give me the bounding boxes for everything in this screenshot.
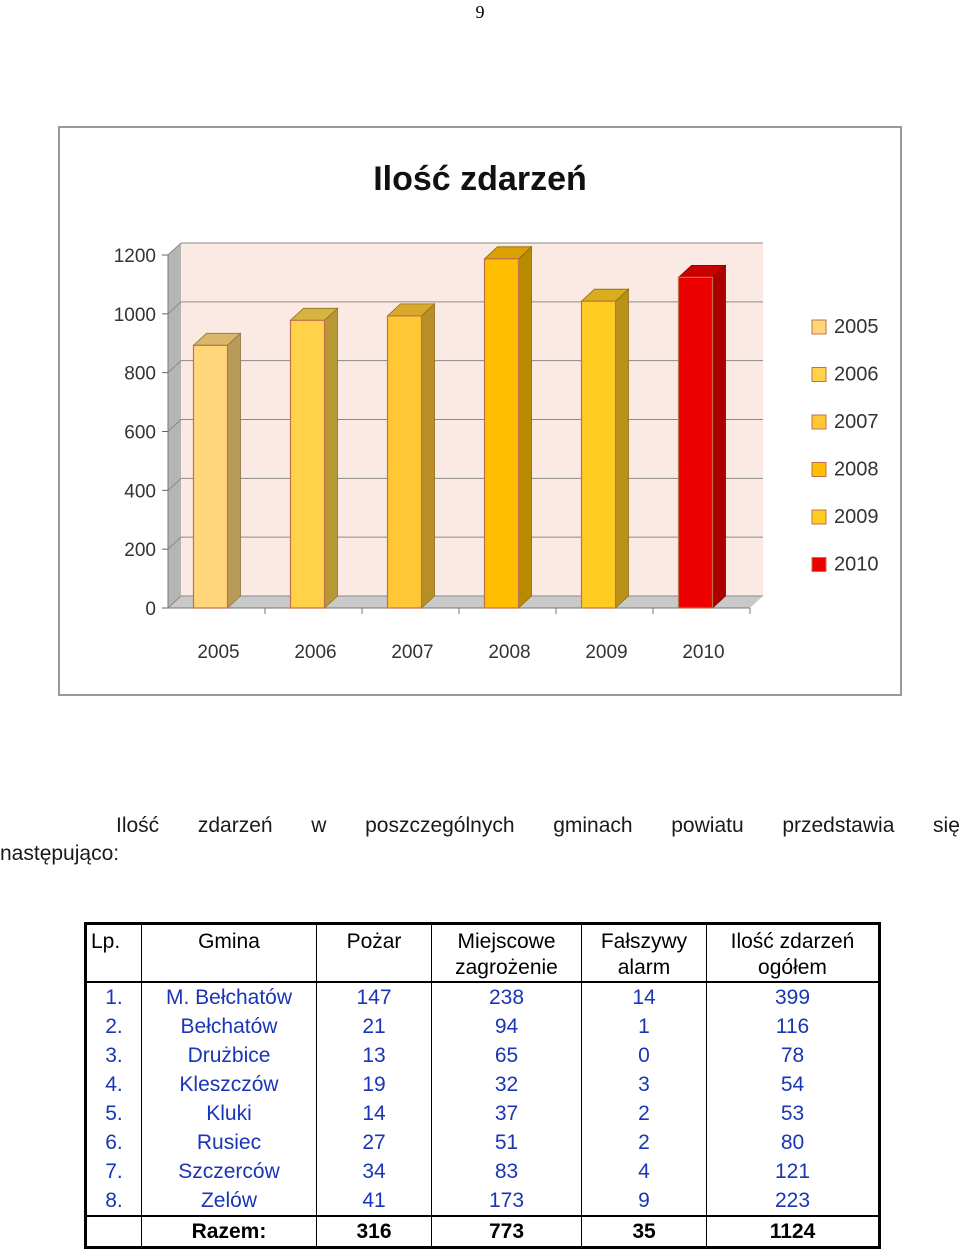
legend-swatch <box>812 320 826 334</box>
table-cell: 14 <box>582 982 707 1012</box>
table-cell: 32 <box>432 1070 582 1099</box>
table-cell: 27 <box>317 1128 432 1157</box>
intro-word: poszczególnych <box>365 814 515 837</box>
table-row <box>86 1128 880 1157</box>
total-cell <box>86 1216 142 1248</box>
intro-word: gminach <box>553 814 633 837</box>
bar-2005-side <box>228 333 241 608</box>
table-cell: 21 <box>317 1012 432 1041</box>
bar-2007 <box>388 316 422 608</box>
y-tick-label: 400 <box>124 481 156 503</box>
table-body <box>86 982 880 1216</box>
chart-title: Ilość zdarzeń <box>373 160 587 198</box>
bar-2007-side <box>422 304 435 608</box>
table-cell: 2 <box>582 1099 707 1128</box>
y-tick-label: 600 <box>124 422 156 444</box>
table-cell: Kleszczów <box>142 1070 317 1099</box>
bar-2010 <box>679 277 713 608</box>
table-cell: 4. <box>105 1073 123 1096</box>
table-cell: M. Bełchatów <box>142 982 317 1012</box>
table-cell: 83 <box>432 1157 582 1186</box>
y-tick-label: 200 <box>124 540 156 562</box>
table-cell: 3. <box>105 1044 123 1067</box>
legend-label: 2009 <box>834 506 879 528</box>
table-cell: 7. <box>105 1160 123 1183</box>
column-header: Gmina <box>142 924 317 983</box>
table-row <box>86 1041 880 1070</box>
intro-word: Ilość <box>116 814 160 837</box>
column-header: Pożar <box>317 924 432 983</box>
legend-swatch <box>812 463 826 477</box>
intro-word: zdarzeń <box>197 814 273 837</box>
intro-line-2: następująco: <box>0 842 120 865</box>
table-row <box>86 1012 880 1041</box>
bar-2009-side <box>616 289 629 608</box>
table-cell: 3 <box>582 1070 707 1099</box>
legend-swatch <box>812 510 826 524</box>
column-header: Ilość zdarzeń ogółem <box>707 924 880 983</box>
bar-2005 <box>194 345 228 608</box>
intro-word: w <box>311 814 327 837</box>
legend-label: 2007 <box>834 411 879 433</box>
total-cell: Razem: <box>142 1216 317 1248</box>
bar-2010-side <box>713 265 726 608</box>
table-row <box>86 1186 880 1216</box>
table-cell: 37 <box>432 1099 582 1128</box>
table-cell: 78 <box>707 1041 880 1070</box>
y-tick-label: 1000 <box>113 304 156 326</box>
intro-word: przedstawia <box>782 814 895 837</box>
table-cell: 223 <box>707 1186 880 1216</box>
table-cell: 41 <box>317 1186 432 1216</box>
table-cell: Drużbice <box>142 1041 317 1070</box>
table-cell: 9 <box>582 1186 707 1216</box>
bar-2009 <box>582 301 616 608</box>
table-header-row <box>86 924 880 983</box>
table-cell: 19 <box>317 1070 432 1099</box>
table-cell: Zelów <box>142 1186 317 1216</box>
table-cell: Bełchatów <box>142 1012 317 1041</box>
table-cell: 2 <box>582 1128 707 1157</box>
intro-paragraph <box>0 812 960 868</box>
legend-label: 2006 <box>834 363 879 386</box>
legend-label: 2008 <box>834 458 879 481</box>
table-row <box>86 1157 880 1186</box>
intro-line-1 <box>0 812 960 840</box>
table-cell: 0 <box>582 1041 707 1070</box>
table-cell: 53 <box>707 1099 880 1128</box>
table-cell: 147 <box>317 982 432 1012</box>
bar-2006-side <box>325 308 338 608</box>
table-row <box>86 1070 880 1099</box>
column-header: Fałszywy alarm <box>582 924 707 983</box>
table-cell: Rusiec <box>142 1128 317 1157</box>
table-row <box>86 1099 880 1128</box>
y-tick-label: 0 <box>145 599 156 620</box>
table-cell: 2. <box>105 1015 123 1038</box>
column-header: Miejscowe zagrożenie <box>432 924 582 983</box>
table-cell: 51 <box>432 1128 582 1157</box>
events-by-commune-table <box>84 922 881 1249</box>
table-cell: Kluki <box>142 1099 317 1128</box>
column-header: Lp. <box>91 930 121 953</box>
total-cell: 773 <box>432 1216 582 1248</box>
total-cell: 316 <box>317 1216 432 1248</box>
table-cell: 34 <box>317 1157 432 1186</box>
x-tick-label: 2007 <box>391 642 434 663</box>
legend-swatch <box>812 558 826 572</box>
x-tick-label: 2009 <box>585 642 628 663</box>
legend-label: 2010 <box>834 553 879 576</box>
y-tick-label: 1200 <box>113 246 156 267</box>
table-cell: 399 <box>707 982 880 1012</box>
table-cell: 14 <box>317 1099 432 1128</box>
total-cell: 1124 <box>707 1216 880 1248</box>
table-cell: Szczerców <box>142 1157 317 1186</box>
bar-2008 <box>485 259 519 608</box>
table-cell: 65 <box>432 1041 582 1070</box>
bar-2008-side <box>519 247 532 608</box>
total-cell: 35 <box>582 1216 707 1248</box>
plot-floor <box>168 596 763 608</box>
table-cell: 4 <box>582 1157 707 1186</box>
table-cell: 5. <box>105 1102 123 1125</box>
table-cell: 1 <box>582 1012 707 1041</box>
table-cell: 173 <box>432 1186 582 1216</box>
intro-word: się <box>933 814 960 837</box>
table-total-row <box>86 1216 880 1248</box>
x-tick-label: 2008 <box>488 642 531 663</box>
intro-word: powiatu <box>671 814 744 837</box>
table-cell: 54 <box>707 1070 880 1099</box>
events-chart <box>58 126 902 696</box>
table-cell: 13 <box>317 1041 432 1070</box>
table-cell: 94 <box>432 1012 582 1041</box>
table-row <box>86 982 880 1012</box>
x-tick-label: 2005 <box>197 642 240 663</box>
table-cell: 121 <box>707 1157 880 1186</box>
x-tick-label: 2006 <box>294 642 337 663</box>
table-cell: 238 <box>432 982 582 1012</box>
page-number: 9 <box>475 2 485 22</box>
chart-svg <box>60 128 900 694</box>
legend-swatch <box>812 415 826 429</box>
legend-label: 2005 <box>834 316 879 338</box>
legend-swatch <box>812 368 826 382</box>
table-cell: 8. <box>105 1189 123 1212</box>
bar-2006 <box>291 320 325 608</box>
table-cell: 80 <box>707 1128 880 1157</box>
y-tick-label: 800 <box>124 363 156 385</box>
x-tick-label: 2010 <box>682 642 725 663</box>
table-cell: 1. <box>105 986 123 1009</box>
table-cell: 6. <box>105 1131 123 1154</box>
table-cell: 116 <box>707 1012 880 1041</box>
